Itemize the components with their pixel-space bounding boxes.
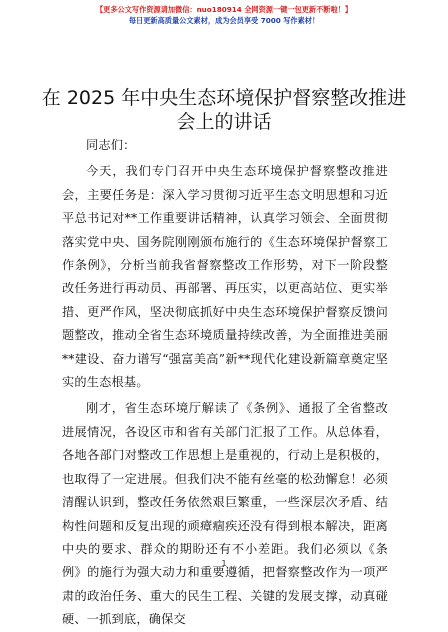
salutation: 同志们： — [86, 138, 136, 152]
paragraph-2: 刚才，省生态环境厅解读了《条例》、通报了全省整改进展情况，各设区市和省有关部门汇报了工作。从总体看，各地各部门对整改工作思想上是重视的，行动上是积极的，也取得了一定进展。但我们决不能有丝毫的松劲懈怠！必须清醒认识到，整改任务依然艰巨繁重，一些深层次矛盾、结构性问题和反复出现的顽瘴痼疾还没有得到根本解决，距离中央的要求、群众的期盼还有不小差距。我们必须以《条例》的施行为强大动力和重要遵循，把督察整改作为一项严肃的政治任务、重大的民生工程、关键的发展支撑，动真碰硬、一抓到底，确保交 — [62, 401, 388, 627]
promo-banner — [0, 4, 448, 26]
document-body — [62, 134, 388, 632]
page-number: 1 — [221, 559, 227, 568]
document-title: 在 2025 年中央生态环境保护督察整改推进会上的讲话 — [41, 87, 407, 133]
paragraph-1: 今天，我们专门召开中央生态环境保护督察整改推进会，主要任务是：深入学习贯彻习近平生态文明思想和习近平总书记对**工作重要讲话精神，认真学习领会、全面贯彻落实党中央、国务院刚刚颁布施行的《生态环境保护督察工作条例》，分析当前我省督察整改工作形势，对下一阶段整改任务进行再动员、再部署、再压实，以更高站位、更实举措、更严作风，坚决彻底抓好中央生态环境保护督察反馈问题整改，推动全省生态环境质量持续改善，为全面推进美丽**建设、奋力谱写“强富美高”新**现代化建设新篇章奠定坚实的生态根基。 — [62, 164, 388, 390]
promo-line-membership: 每日更新高质量公文素材，成为会员享受 7000 写作素材！ — [128, 16, 320, 25]
promo-line-wechat: 【更多公文写作资源请加微信：nuo180914 全网资源一键一包更新不断啦！】 — [95, 5, 353, 14]
